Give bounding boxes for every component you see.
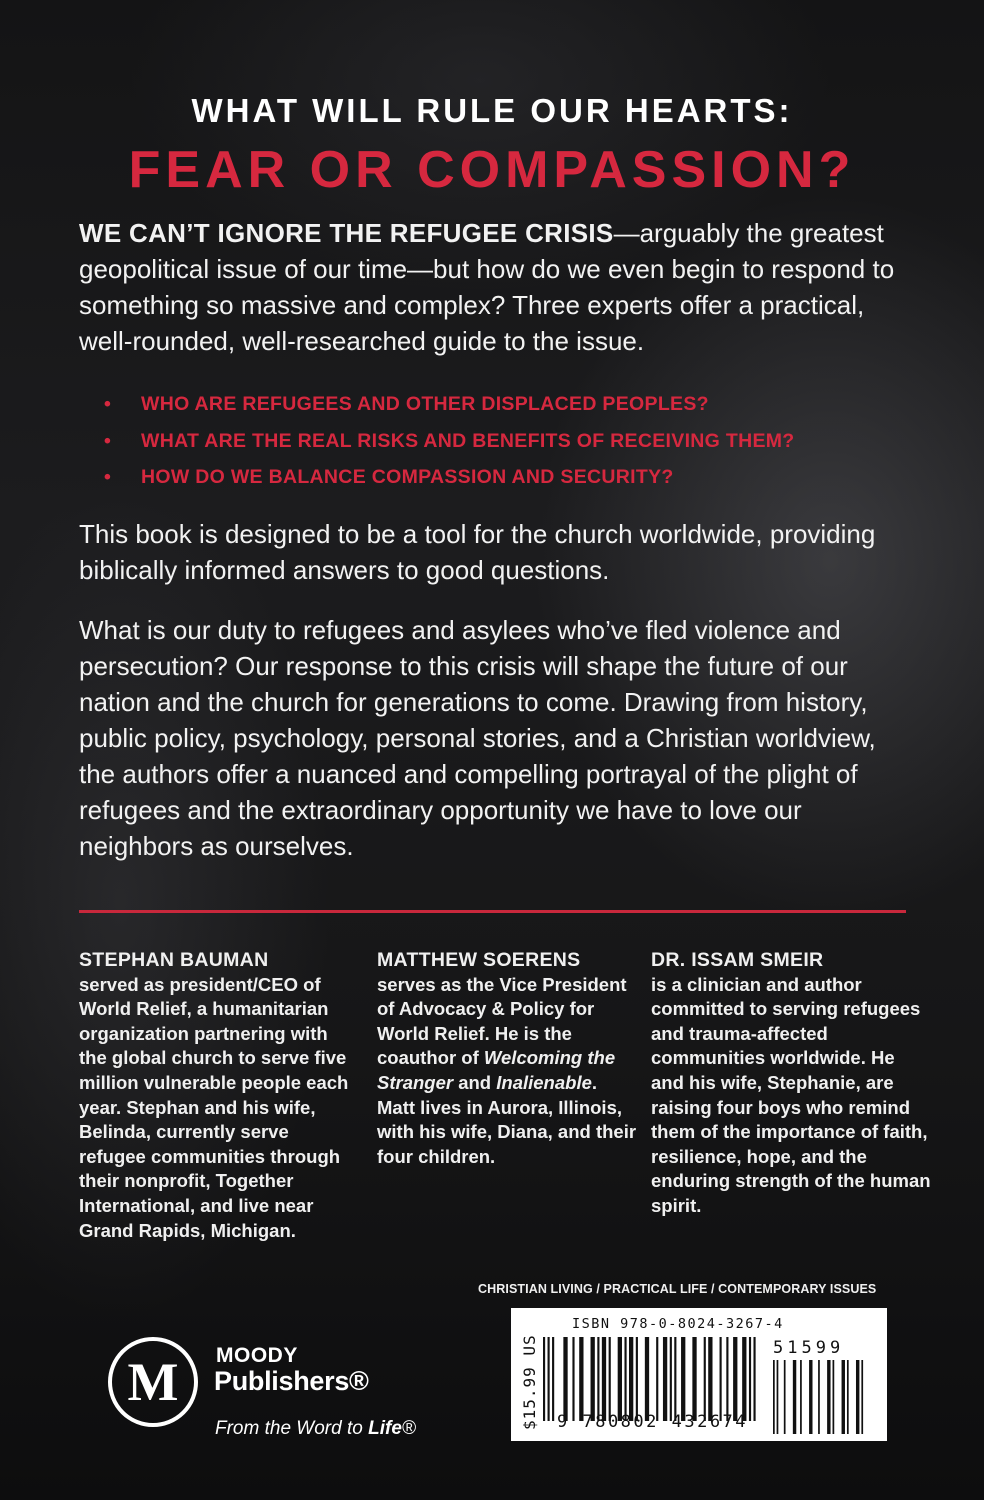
barcode-bar [773,1360,775,1434]
author-bio-soerens [377,948,639,1169]
section-divider [79,910,906,913]
tagline-emphasis: Life [368,1418,402,1439]
barcode-bar [681,1337,685,1421]
barcode-bar [733,1337,737,1421]
author-name: DR. ISSAM SMEIR [651,949,824,971]
barcode-bar [609,1337,611,1421]
barcode-bar [726,1337,728,1421]
addon-number: 51599 [773,1338,845,1358]
intro-paragraph [79,215,919,359]
barcode-bar [618,1337,622,1421]
author-name: STEPHAN BAUMAN [79,949,269,971]
description-paragraph: What is our duty to refugees and asylees who’ve fled violence and persecution? Our response to this crisis will shape the future of our nation and the church for generations to come. Drawing from history, public policy, psychology, personal stories, and a Christian worldview, the authors offer a nuanced and compelling portrayal of the plight of refugees and the extraordinary opportunity we have to love our neighbors as ourselves. [79,615,876,861]
author-bio-smeir [651,948,931,1219]
question-item: • HOW DO WE BALANCE COMPASSION AND SECURITY? [104,463,904,500]
author-bio-bauman [79,948,359,1243]
isbn-label: ISBN 978-0-8024-3267-4 [572,1316,784,1332]
barcode-bar [663,1337,667,1421]
author-bio-text: served as president/CEO of World Relief, a humanitarian organization partnering with the global church to serve five million vulnerable people each year. Stephan and his wife, Belinda, currently serve refugee communities through their nonprofit, Together International, and live near Grand Rapids, Michigan. [79,973,349,1241]
intro-lead: WE CAN’T IGNORE THE REFUGEE CRISIS [79,218,614,248]
ean-barcode-icon [543,1337,758,1421]
question-item: • WHO ARE REFUGEES AND OTHER DISPLACED PEOPLES? [104,390,904,427]
barcode-bar [572,1337,574,1421]
barcode-bar [548,1337,550,1421]
price-label [516,1310,546,1438]
intro-text: —arguably the greatest geopolitical issue of our time—but how do we even begin to respond to something so massive and complex? Three experts offer a practical, well-rounded, well-researched guide to the issue. [79,218,895,356]
barcode-bar [777,1360,779,1434]
barcode-bar [563,1337,567,1421]
purpose-paragraph: This book is designed to be a tool for the church worldwide, providing biblically informed answers to good questions. [79,519,876,585]
author-bio-text: and [453,1071,497,1093]
barcode-bar [552,1337,554,1421]
barcode-bar [833,1360,835,1434]
barcode-bar [670,1337,672,1421]
barcode-bar [656,1337,658,1421]
logo-letter: M [127,1352,179,1412]
barcode-bar [753,1337,755,1421]
barcode-bar [842,1360,845,1434]
price-text: $15.99 US [520,1334,539,1430]
author-bio-text: is a clinician and author committed to serving refugees and trauma-affected communities worldwide. He and his wife, Stephanie, are raising four boys who remind them of the importance of faith, resilience, hope, and the enduring strength of the human spirit. [651,973,931,1216]
barcode-bar [784,1360,786,1434]
barcode-bar [742,1337,746,1421]
barcode-bar [597,1337,599,1421]
publisher-name-bottom: Publishers® [214,1366,369,1396]
barcode-bar [800,1360,802,1434]
tagline-mark: ® [401,1418,416,1439]
barcode-bar [856,1360,859,1434]
barcode-bar [591,1337,595,1421]
barcode-bar [847,1360,849,1434]
book-title: Welcoming the Stranger [377,1047,616,1093]
question-list [104,390,904,500]
barcode-bar [793,1360,796,1434]
tagline-text: From the Word to [215,1418,369,1439]
barcode-bar [818,1360,820,1434]
barcode-bar [636,1337,638,1421]
barcode-bar [579,1337,583,1421]
barcode-bar [629,1337,633,1421]
headline-emphasis: FEAR OR COMPASSION? [128,141,856,199]
author-name: MATTHEW SOERENS [377,949,581,971]
barcode-bar [645,1337,649,1421]
publisher-name-top: MOODY [216,1344,298,1367]
author-bio-text: . Matt lives in Aurora, Illinois, with his wife, Diana, and their four children. [377,1071,637,1167]
author-bio-text: serves as the Vice President of Advocacy & Policy for World Relief. He is the coauthor of [377,973,627,1069]
barcode-bar [827,1360,830,1434]
addon-barcode-icon [773,1360,865,1434]
ean-number: 9 780802 432674 [557,1412,749,1432]
headline-question: WHAT WILL RULE OUR HEARTS: [191,92,793,129]
barcode-bar [708,1337,712,1421]
book-title: Inalienable [496,1071,592,1093]
book-category: CHRISTIAN LIVING / PRACTICAL LIFE / CONTEMPORARY ISSUES [478,1282,877,1296]
barcode-bar [543,1337,545,1421]
barcode-bar [720,1337,722,1421]
publisher-tagline [215,1418,416,1440]
moody-logo-icon [108,1337,198,1427]
barcode-bar [674,1337,676,1421]
question-item: • WHAT ARE THE REAL RISKS AND BENEFITS OF RECEIVING THEM? [104,427,904,464]
barcode-bar [704,1337,706,1421]
barcode-bar [749,1337,751,1421]
barcode-bar [861,1360,863,1434]
barcode-bar [624,1337,626,1421]
barcode-bar [809,1360,812,1434]
barcode-bar [692,1337,696,1421]
barcode-bar [602,1337,606,1421]
